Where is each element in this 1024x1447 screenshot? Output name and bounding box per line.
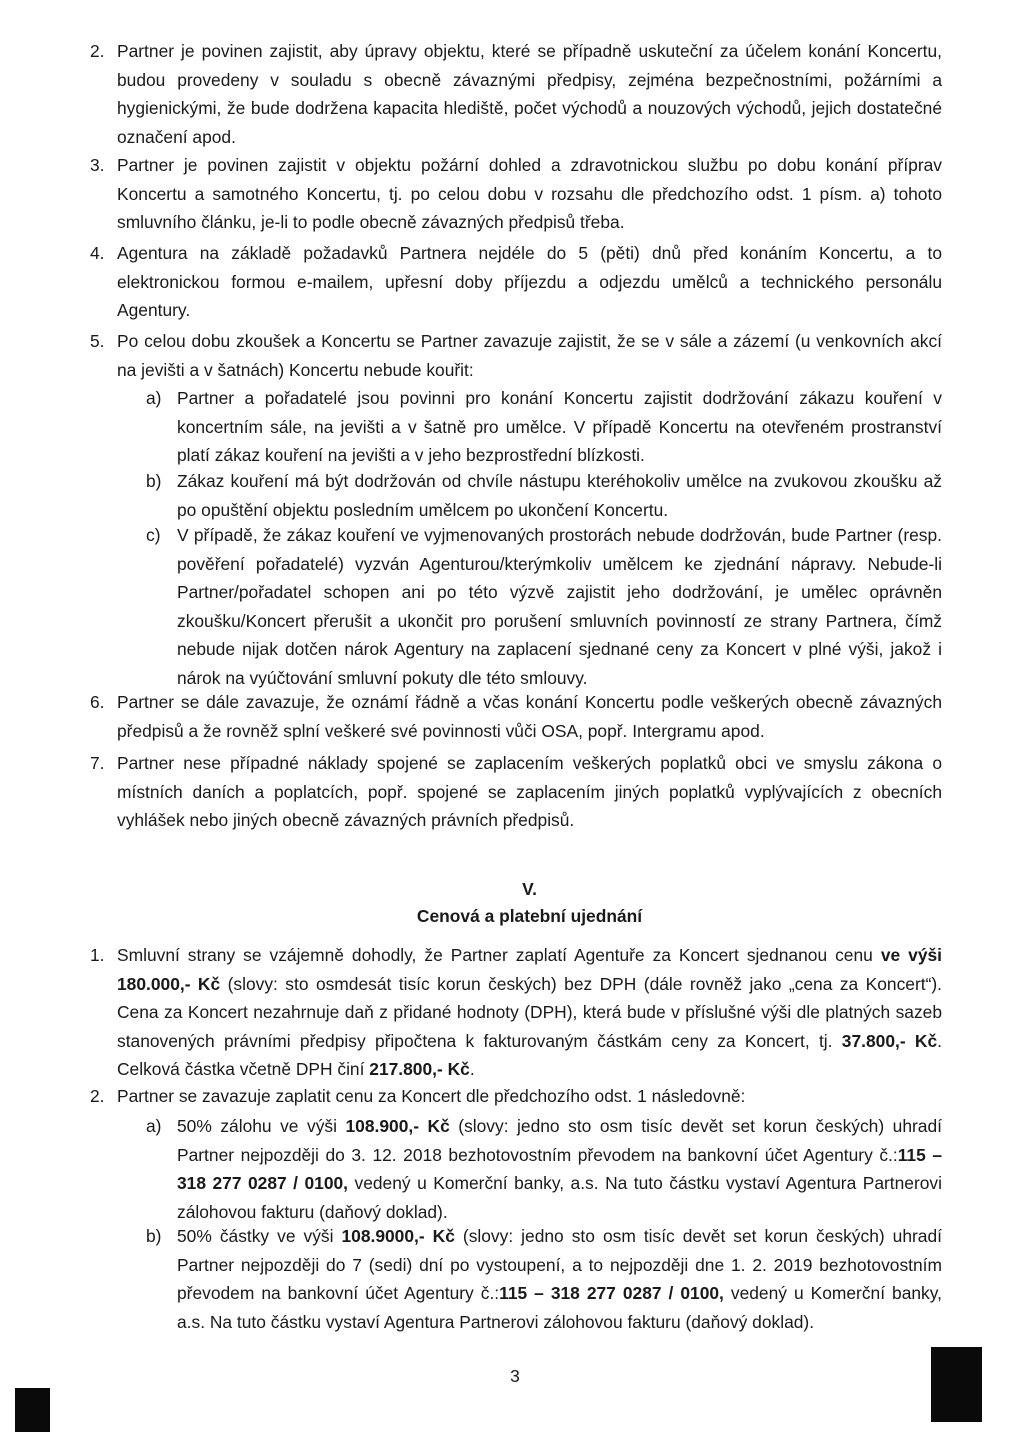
- redaction-block: [15, 1388, 50, 1432]
- clause-number: 5.: [90, 331, 105, 351]
- clause-text: Partner je povinen zajistit, aby úpravy objektu, které se případně uskuteční za účelem konání Koncertu, budou provedeny v souladu s obecně závaznými předpisy, zejména bezpečnostními, požárními a hygienickými, že bude dodržena kapacita hlediště, počet východů a nouzových východů, jejich dostatečné označení apod.: [117, 41, 942, 147]
- clause-number: 6.: [90, 692, 105, 712]
- clause-item: [90, 688, 942, 745]
- bank-account: 115 – 318 277 0287 / 0100,: [499, 1283, 724, 1304]
- subclause-letter: b): [146, 471, 162, 491]
- subclause-letter: b): [146, 1226, 162, 1246]
- clause-text: .: [469, 1059, 475, 1080]
- subclause-text: (slovy: jedno sto osm tisíc devět set korun českých) uhradí Partner nejpozději do 3. 12. 2018 bezhotovostním převodem na bankovní účet Agentury č.:: [177, 1116, 942, 1165]
- subclause-text: (slovy: jedno sto osm tisíc devět set korun českých) uhradí Partner nejpozději do 7 (sedi) dní po vystoupení, a to nejpozději dne 1. 2. 2019 bezhotovostním převodem na bankovní účet Agentury č.:: [177, 1226, 942, 1304]
- final-payment-amount: 108.9000,- Kč: [341, 1226, 455, 1246]
- clause-text: . Celková částka včetně DPH činí: [117, 1030, 942, 1080]
- subclause-letter: a): [146, 388, 162, 408]
- subclause-item: [146, 521, 942, 693]
- clause-number: 7.: [90, 753, 105, 773]
- clause-text: Partner se zavazuje zaplatit cenu za Koncert dle předchozího odst. 1 následovně:: [117, 1086, 746, 1106]
- clause-text: Partner se dále zavazuje, že oznámí řádně a včas konání Koncertu podle veškerých obecně závazných předpisů a že rovněž splní veškeré své povinnosti vůči OSA, popř. Intergramu apod.: [117, 692, 942, 741]
- clause-item: [90, 151, 942, 237]
- deposit-amount: 108.900,- Kč: [345, 1116, 450, 1136]
- clause-item: [90, 1082, 942, 1111]
- clause-item: [90, 239, 942, 325]
- clause-text: Partner nese případné náklady spojené se zaplacením veškerých poplatků obci ve smyslu zákona o místních daních a poplatcích, popř. spojené se zaplacením jiných poplatků vyplývajících z obecních vyhlášek nebo jiných obecně závazných právních předpisů.: [117, 753, 942, 831]
- subclause-text: V případě, že zákaz kouření ve vyjmenovaných prostorách nebude dodržován, bude Partner (resp. pověření pořadatelé) vyzván Agenturou/kterýmkoliv umělcem ke zjednání nápravy. Nebude-li Partner/pořadatel schopen ani po této výzvě zajistit jeho dodržování, je umělec oprávněn zkoušku/Koncert přerušit a ukončit pro porušení smluvních povinností ze strany Partnera, čímž nebude nijak dotčen nárok Agentury na zaplacení sjednané ceny za Koncert v plné výši, jakož i nárok na vyúčtování smluvní pokuty dle této smlouvy.: [177, 525, 942, 688]
- subclause-text: vedený u Komerční banky, a.s. Na tuto částku vystaví Agentura Partnerovi zálohovou fakturu (daňový doklad).: [177, 1173, 942, 1222]
- subclause-item: [146, 1222, 942, 1336]
- subclause-letter: c): [146, 525, 161, 545]
- clause-text: Agentura na základě požadavků Partnera nejdéle do 5 (pěti) dnů před konáním Koncertu, a to elektronickou formou e-mailem, upřesní doby příjezdu a odjezdu umělců a technického personálu Agentury.: [117, 243, 942, 321]
- vat-amount: 37.800,- Kč: [841, 1030, 938, 1051]
- page-number: 3: [510, 1366, 520, 1386]
- subclause-item: [146, 1112, 942, 1226]
- clause-item: [90, 749, 942, 835]
- subclause-text: Zákaz kouření má být dodržován od chvíle nástupu kteréhokoliv umělce na zvukovou zkoušku až po opuštění objektu posledním umělcem po ukončení Koncertu.: [177, 471, 942, 520]
- clause-item: [90, 37, 942, 151]
- clause-number: 1.: [90, 945, 105, 965]
- subclause-item: [146, 467, 942, 524]
- clause-number: 2.: [90, 41, 105, 61]
- clause-text: Partner je povinen zajistit v objektu požární dohled a zdravotnickou službu po dobu konání příprav Koncertu a samotného Koncertu, tj. po celou dobu v rozsahu dle předchozího odst. 1 písm. a) tohoto smluvního článku, je-li to podle obecně závazných předpisů třeba.: [117, 155, 942, 233]
- subclause-text: 50% zálohu ve výši: [177, 1116, 346, 1136]
- subclause-text: vedený u Komerční banky, a.s. Na tuto částku vystaví Agentura Partnerovi zálohovou fakturu (daňový doklad).: [177, 1283, 942, 1332]
- price-net: ve výši 180.000,- Kč: [117, 945, 942, 994]
- clause-number: 2.: [90, 1086, 105, 1106]
- clause-text: Smluvní strany se vzájemně dohodly, že Partner zaplatí Agentuře za Koncert sjednanou cenu: [117, 945, 881, 965]
- bank-account: 115 – 318 277 0287 / 0100,: [177, 1144, 942, 1194]
- subclause-text: Partner a pořadatelé jsou povinni pro konání Koncertu zajistit dodržování zákazu kouření v koncertním sále, na jevišti a v šatně pro umělce. V případě Koncertu na otevřeném prostranství platí zákaz kouření na jevišti a v jeho bezprostřední blízkosti.: [177, 388, 942, 466]
- clause-number: 3.: [90, 155, 105, 175]
- clause-text: Po celou dobu zkoušek a Koncertu se Partner zavazuje zajistit, že se v sále a zázemí (u venkovních akcí na jevišti a v šatnách) Koncertu nebude kouřit:: [117, 331, 942, 380]
- clause-item: [90, 941, 942, 1084]
- subclause-text: 50% částky ve výši: [177, 1226, 342, 1246]
- section-number: V.: [522, 879, 537, 899]
- redaction-block: [931, 1347, 982, 1422]
- clause-text: (slovy: sto osmdesát tisíc korun českých) bez DPH (dále rovněž jako „cena za Koncert“). Cena za Koncert nezahrnuje daň z přidané hodnoty (DPH), která bude v příslušné výši dle platných sazeb stanovených právními předpisy připočtena k fakturovaným částkám ceny za Koncert, tj.: [117, 973, 942, 1051]
- subclause-item: [146, 384, 942, 470]
- subclause-letter: a): [146, 1116, 162, 1136]
- clause-number: 4.: [90, 243, 105, 263]
- section-title: Cenová a platební ujednání: [416, 906, 643, 926]
- clause-item: [90, 327, 942, 384]
- price-total: 217.800,- Kč: [369, 1059, 470, 1080]
